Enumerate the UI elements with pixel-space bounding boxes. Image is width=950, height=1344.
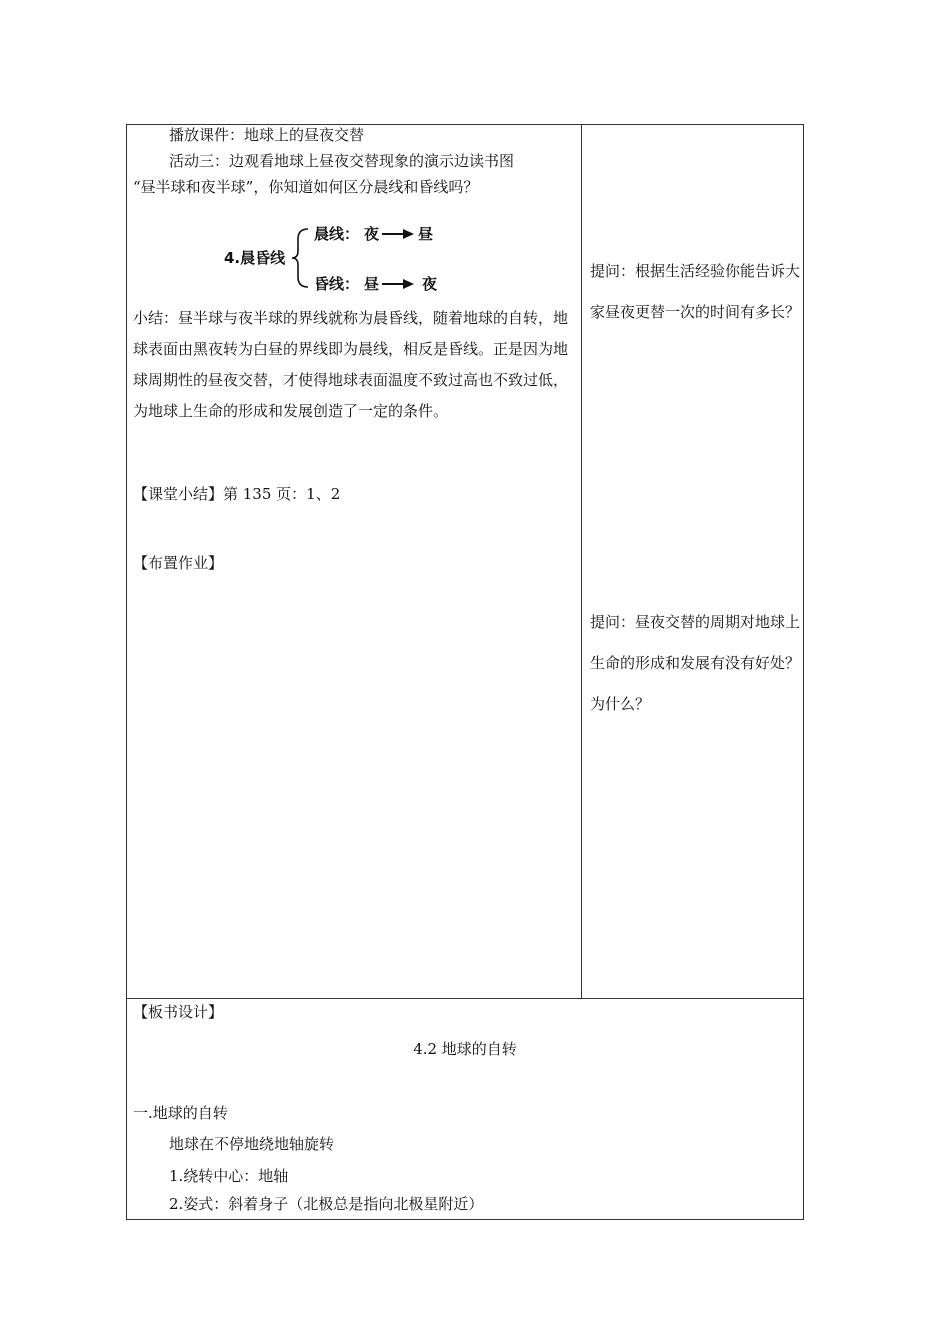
terminator-diagram xyxy=(224,217,454,299)
class-summary: 【课堂小结】第 135 页：1、2 xyxy=(133,485,341,503)
arrow-right-icon xyxy=(381,227,415,241)
morning-from: 夜 xyxy=(364,225,380,243)
morning-to: 昼 xyxy=(418,225,434,243)
summary-paragraph: 小结：昼半球与夜半球的界线就称为晨昏线，随着地球的自转，地球表面由黑夜转为白昼的界线即为晨线，相反是昏线。正是因为地球周期性的昼夜交替，才使得地球表面温度不致过高也不致过低，为地球上生命的形成和发展创造了一定的条件。 xyxy=(133,309,569,420)
lesson-table xyxy=(126,124,804,1220)
board-item-2: 地球在不停地绕地轴旋转 xyxy=(169,1135,335,1153)
board-item-1: 一.地球的自转 xyxy=(133,1104,228,1122)
row-divider xyxy=(127,998,803,999)
homework-heading: 【布置作业】 xyxy=(133,554,224,572)
evening-to: 夜 xyxy=(422,275,438,293)
diagram-label: 4.晨昏线 xyxy=(224,249,286,267)
evening-from: 昼 xyxy=(364,275,380,293)
brace-icon xyxy=(290,217,314,299)
board-item-3: 1.绕转中心：地轴 xyxy=(169,1167,289,1185)
question-line: “昼半球和夜半球”，你知道如何区分晨线和昏线吗？ xyxy=(133,178,479,196)
column-divider xyxy=(581,125,582,998)
question-1: 提问：根据生活经验你能告诉大家昼夜更替一次的时间有多长？ xyxy=(590,262,801,321)
question-2: 提问：昼夜交替的周期对地球上生命的形成和发展有没有好处？为什么？ xyxy=(590,613,801,713)
board-title: 4.2 地球的自转 xyxy=(413,1040,517,1058)
board-item-4: 2.姿式：斜着身子（北极总是指向北极星附近） xyxy=(169,1195,484,1213)
morning-line-label: 晨线： xyxy=(314,225,360,243)
arrow-right-icon xyxy=(381,277,415,291)
evening-line-label: 昏线： xyxy=(314,275,360,293)
courseware-line: 播放课件：地球上的昼夜交替 xyxy=(169,126,365,144)
activity-line: 活动三：边观看地球上昼夜交替现象的演示边读书图 xyxy=(169,152,515,170)
board-heading: 【板书设计】 xyxy=(133,1003,224,1021)
